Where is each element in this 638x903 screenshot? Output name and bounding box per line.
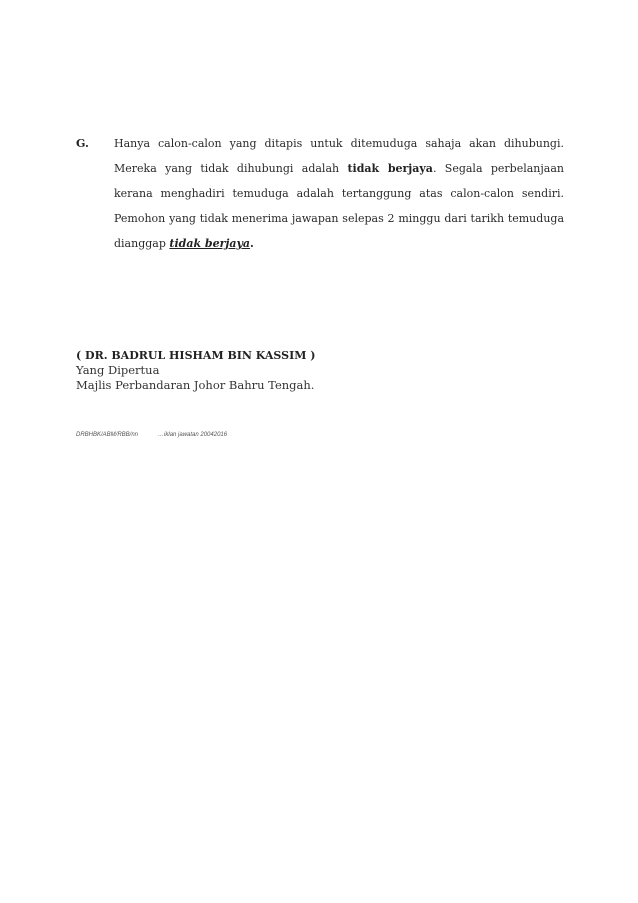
reference-code: DRBHBK/ABM/RBB/nn bbox=[76, 432, 139, 438]
section-g-emphasis: tidak berjaya bbox=[169, 237, 251, 250]
signatory-name: ( DR. BADRUL HISHAM BIN KASSIM ) bbox=[76, 349, 316, 362]
section-g-paragraph bbox=[114, 131, 564, 256]
section-g-text-2: . Segala perbelanjaan kerana menghadiri temuduga adalah tertanggung atas calon-calon sendiri. Pemohon yang tidak menerima jawapan selepas 2 minggu dari tarikh temuduga dianggap bbox=[114, 162, 564, 250]
reference-footer bbox=[76, 432, 227, 438]
signature-block bbox=[76, 349, 496, 392]
section-g-bold-1: tidak berjaya bbox=[347, 162, 433, 175]
signatory-title: Yang Dipertua bbox=[76, 363, 160, 377]
section-g-text-1: Hanya calon-calon yang ditapis untuk ditemuduga sahaja akan dihubungi. Mereka yang tidak dihubungi adalah bbox=[114, 137, 564, 175]
section-letter: G. bbox=[76, 137, 89, 150]
section-g-period: . bbox=[250, 237, 254, 250]
signatory-organization: Majlis Perbandaran Johor Bahru Tengah. bbox=[76, 377, 315, 392]
section-g bbox=[76, 131, 564, 256]
reference-file: …iklan jawatan 20042016 bbox=[158, 432, 228, 438]
